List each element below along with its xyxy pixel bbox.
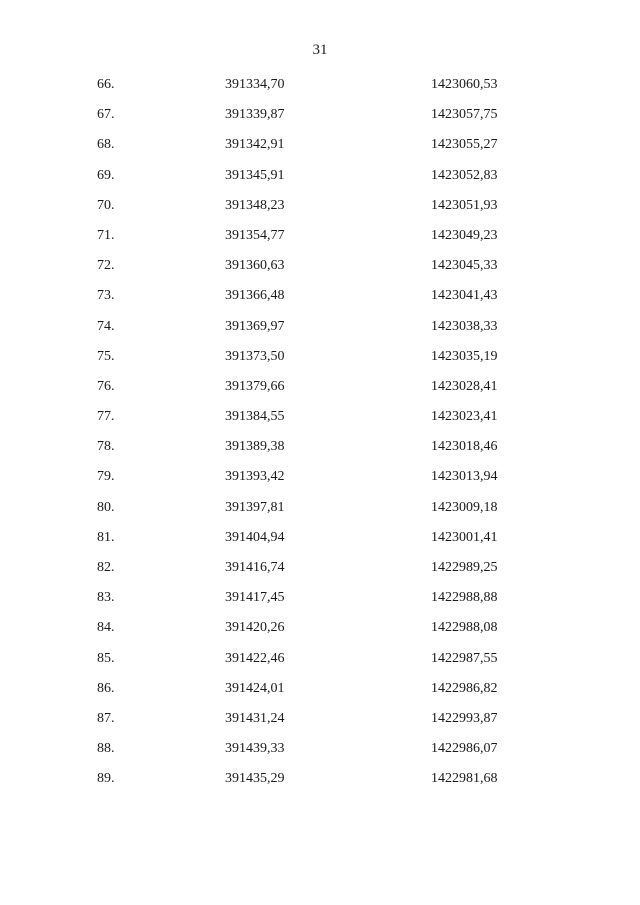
coordinate-x: 391404,94 [225, 529, 285, 545]
table-row [0, 437, 640, 467]
table-row [0, 588, 640, 618]
point-number: 75. [97, 348, 115, 364]
table-row [0, 558, 640, 588]
coordinate-y: 1422988,88 [431, 590, 498, 606]
table-row [0, 528, 640, 558]
table-row [0, 407, 640, 437]
table-row [0, 769, 640, 799]
coordinate-y: 1423018,46 [431, 439, 498, 455]
coordinate-y: 1423041,43 [431, 288, 498, 304]
point-number: 86. [97, 680, 115, 696]
point-number: 79. [97, 469, 115, 485]
coordinate-x: 391393,42 [225, 469, 285, 485]
coordinate-x: 391373,50 [225, 348, 285, 364]
point-number: 81. [97, 529, 115, 545]
table-row [0, 286, 640, 316]
coordinate-y: 1422989,25 [431, 560, 498, 575]
coordinate-x: 391420,26 [225, 620, 285, 636]
coordinate-x: 391424,01 [225, 680, 285, 696]
point-number: 88. [97, 741, 115, 757]
coordinate-x: 391369,97 [225, 318, 285, 334]
coordinate-x: 391334,70 [225, 77, 285, 92]
point-number: 73. [97, 288, 115, 304]
coordinate-y: 1423038,33 [431, 318, 498, 334]
coordinate-y: 1423013,94 [431, 469, 498, 485]
coordinates-table [0, 75, 640, 800]
coordinate-y: 1423051,93 [431, 197, 498, 213]
coordinate-y: 1422986,82 [431, 680, 498, 696]
coordinate-x: 391422,46 [225, 650, 285, 666]
coordinate-y: 1423049,23 [431, 227, 498, 243]
point-number: 70. [97, 197, 115, 213]
coordinate-x: 391384,55 [225, 409, 285, 425]
coordinate-x: 391397,81 [225, 499, 285, 515]
table-row [0, 498, 640, 528]
coordinate-x: 391354,77 [225, 227, 285, 243]
coordinate-x: 391417,45 [225, 590, 285, 606]
coordinate-y: 1423057,75 [431, 107, 498, 123]
coordinate-y: 1423001,41 [431, 529, 498, 545]
point-number: 82. [97, 560, 115, 575]
point-number: 85. [97, 650, 115, 666]
coordinate-x: 391379,66 [225, 378, 285, 394]
table-row [0, 256, 640, 286]
table-row [0, 709, 640, 739]
point-number: 66. [97, 77, 115, 92]
coordinate-y: 1423009,18 [431, 499, 498, 515]
coordinate-x: 391339,87 [225, 107, 285, 123]
point-number: 84. [97, 620, 115, 636]
table-row [0, 377, 640, 407]
coordinate-y: 1423045,33 [431, 258, 498, 274]
coordinate-x: 391416,74 [225, 560, 285, 575]
point-number: 69. [97, 167, 115, 183]
coordinate-y: 1423028,41 [431, 378, 498, 394]
coordinate-y: 1423060,53 [431, 77, 498, 92]
coordinate-x: 391389,38 [225, 439, 285, 455]
table-row [0, 649, 640, 679]
coordinate-x: 391431,24 [225, 710, 285, 726]
coordinate-x: 391342,91 [225, 137, 285, 153]
coordinate-x: 391345,91 [225, 167, 285, 183]
page-number: 31 [312, 42, 328, 58]
coordinate-y: 1423035,19 [431, 348, 498, 364]
point-number: 68. [97, 137, 115, 153]
table-row [0, 467, 640, 497]
point-number: 83. [97, 590, 115, 606]
table-row [0, 105, 640, 135]
coordinate-x: 391435,29 [225, 771, 285, 787]
table-row [0, 618, 640, 648]
table-row [0, 347, 640, 377]
point-number: 80. [97, 499, 115, 515]
coordinate-y: 1422988,08 [431, 620, 498, 636]
point-number: 87. [97, 710, 115, 726]
coordinate-x: 391348,23 [225, 197, 285, 213]
point-number: 74. [97, 318, 115, 334]
coordinate-x: 391360,63 [225, 258, 285, 274]
table-row [0, 166, 640, 196]
coordinate-x: 391439,33 [225, 741, 285, 757]
table-row [0, 75, 640, 105]
table-row [0, 739, 640, 769]
point-number: 67. [97, 107, 115, 123]
coordinate-y: 1422981,68 [431, 771, 498, 787]
table-row [0, 226, 640, 256]
coordinate-y: 1423023,41 [431, 409, 498, 425]
coordinate-y: 1422986,07 [431, 741, 498, 757]
coordinate-y: 1422987,55 [431, 650, 498, 666]
table-row [0, 196, 640, 226]
point-number: 76. [97, 378, 115, 394]
table-row [0, 135, 640, 165]
table-row [0, 679, 640, 709]
point-number: 72. [97, 258, 115, 274]
point-number: 89. [97, 771, 115, 787]
point-number: 71. [97, 227, 115, 243]
coordinate-y: 1423052,83 [431, 167, 498, 183]
coordinate-y: 1422993,87 [431, 710, 498, 726]
coordinate-x: 391366,48 [225, 288, 285, 304]
coordinate-y: 1423055,27 [431, 137, 498, 153]
table-row [0, 317, 640, 347]
point-number: 77. [97, 409, 115, 425]
point-number: 78. [97, 439, 115, 455]
